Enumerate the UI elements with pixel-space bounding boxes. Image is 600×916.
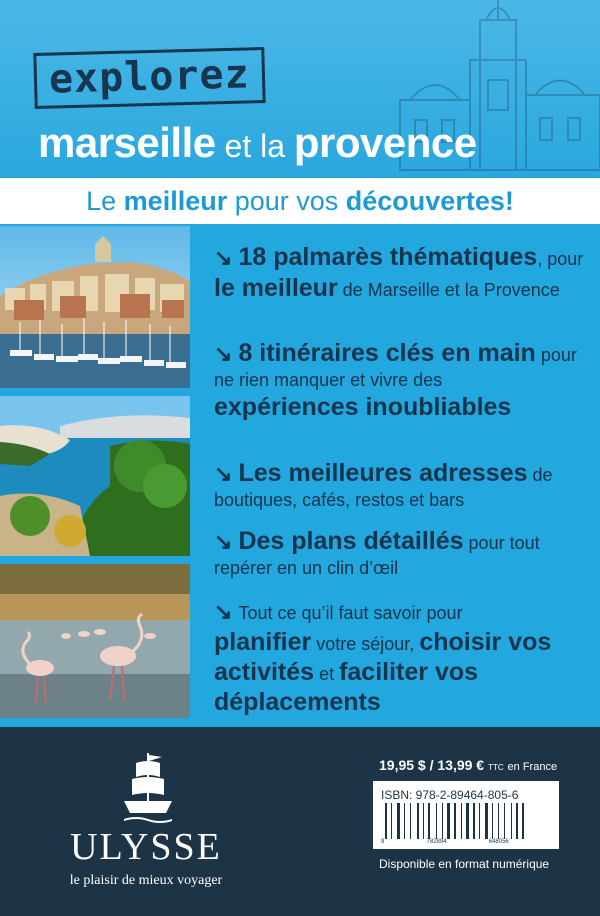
feature-1-bold-a: 18 palmarès thématiques bbox=[238, 243, 538, 271]
isbn-number: ISBN: 978-2-89464-805-6 bbox=[381, 788, 519, 802]
barcode-bar bbox=[436, 803, 437, 839]
feature-1-bold-b: le meilleur bbox=[214, 274, 338, 302]
tagline-band bbox=[0, 178, 600, 224]
barcode-bar bbox=[461, 803, 462, 839]
barcode-bar bbox=[442, 803, 443, 839]
barcode-bar bbox=[511, 803, 512, 839]
barcode-bar bbox=[423, 803, 424, 839]
tagline-text-2: pour vos bbox=[227, 186, 346, 216]
barcode-bar bbox=[447, 803, 450, 839]
barcode-bar bbox=[492, 803, 493, 839]
barcode-bar bbox=[397, 803, 400, 839]
barcode-digit-left: 9 bbox=[381, 839, 385, 845]
barcode-bar bbox=[498, 803, 499, 839]
feature-5-bold-b: choisir vos activités bbox=[214, 628, 552, 686]
barcode-digits-group-1: 782894 bbox=[426, 839, 447, 845]
feature-adresses bbox=[214, 458, 586, 512]
photo-marseille-harbour bbox=[0, 226, 190, 388]
barcode-bar bbox=[428, 803, 430, 839]
barcode-bar bbox=[404, 803, 405, 839]
isbn-barcode-box bbox=[373, 781, 559, 849]
feature-3-bold-a: Les meilleures adresses bbox=[238, 459, 528, 487]
publisher-brand: ULYSSE bbox=[70, 826, 222, 868]
barcode-bar bbox=[417, 803, 419, 839]
digital-availability: Disponible en format numérique bbox=[379, 857, 550, 871]
barcode-bar bbox=[385, 803, 387, 839]
feature-2-text-a: pour ne rien manquer et vivre des bbox=[214, 345, 577, 390]
photo-flamingos bbox=[0, 564, 190, 718]
feature-5-bold-a: planifier bbox=[214, 628, 312, 656]
features-panel bbox=[200, 232, 592, 718]
feature-4-bold-a: Des plans détaillés bbox=[238, 527, 464, 555]
arrow-icon: ↘ bbox=[214, 599, 233, 624]
feature-plans bbox=[214, 526, 586, 580]
barcode-bar bbox=[410, 803, 411, 839]
feature-4-text-a: pour tout repérer en un clin d’œil bbox=[214, 533, 540, 578]
publisher-tagline: le plaisir de mieux voyager bbox=[69, 873, 223, 888]
barcode-bar bbox=[516, 803, 518, 839]
title-city: marseille bbox=[38, 119, 216, 166]
cover-header bbox=[0, 0, 600, 178]
price-value: 19,95 $ / 13,99 € bbox=[379, 757, 485, 773]
arrow-icon: ↘ bbox=[214, 461, 233, 486]
feature-2-bold-b: expériences inoubliables bbox=[214, 393, 512, 421]
title-region: provence bbox=[293, 119, 477, 166]
barcode-bar bbox=[504, 803, 505, 839]
barcode-digits bbox=[381, 839, 551, 845]
barcode-bar bbox=[522, 803, 524, 839]
price-region: en France bbox=[507, 761, 558, 773]
barcode-digits-group-2: 648056 bbox=[488, 839, 509, 845]
series-label: explorez bbox=[33, 47, 265, 109]
feature-planifier bbox=[214, 596, 586, 717]
feature-5-text-b: et bbox=[314, 664, 340, 684]
tagline-bold-1: meilleur bbox=[123, 186, 228, 216]
feature-palmares bbox=[214, 242, 586, 303]
feature-2-bold-a: 8 itinéraires clés en main bbox=[238, 339, 536, 367]
arrow-icon: ↘ bbox=[214, 529, 233, 554]
feature-5-intro: Tout ce qu’il faut savoir pour bbox=[238, 603, 463, 623]
arrow-icon: ↘ bbox=[214, 245, 233, 270]
ship-logo-icon bbox=[118, 749, 178, 825]
feature-5-text-a: votre séjour, bbox=[311, 634, 420, 654]
feature-itineraires bbox=[214, 338, 586, 422]
cover-footer bbox=[0, 727, 600, 916]
arrow-icon: ↘ bbox=[214, 341, 233, 366]
price-line bbox=[379, 757, 557, 773]
price-ttc: TTC bbox=[488, 763, 504, 772]
barcode-bar bbox=[466, 803, 469, 839]
barcode-bar bbox=[485, 803, 488, 839]
photo-calanques bbox=[0, 396, 190, 556]
feature-3-text-a: de boutiques, cafés, restos et bars bbox=[214, 465, 553, 510]
feature-1-text-b: de Marseille et la Provence bbox=[337, 280, 560, 300]
barcode-icon bbox=[381, 803, 551, 841]
tagline-text-1: Le bbox=[86, 186, 124, 216]
book-title bbox=[38, 120, 477, 169]
barcode-bar bbox=[473, 803, 475, 839]
barcode-bar bbox=[391, 803, 392, 839]
feature-1-text-a: , pour bbox=[537, 249, 584, 269]
feature-5-bold-c: faciliter vos déplacements bbox=[214, 658, 479, 716]
barcode-bar bbox=[454, 803, 456, 839]
barcode-bar bbox=[479, 803, 480, 839]
title-connector: et la bbox=[224, 128, 286, 164]
tagline-bold-2: découvertes! bbox=[345, 186, 514, 216]
